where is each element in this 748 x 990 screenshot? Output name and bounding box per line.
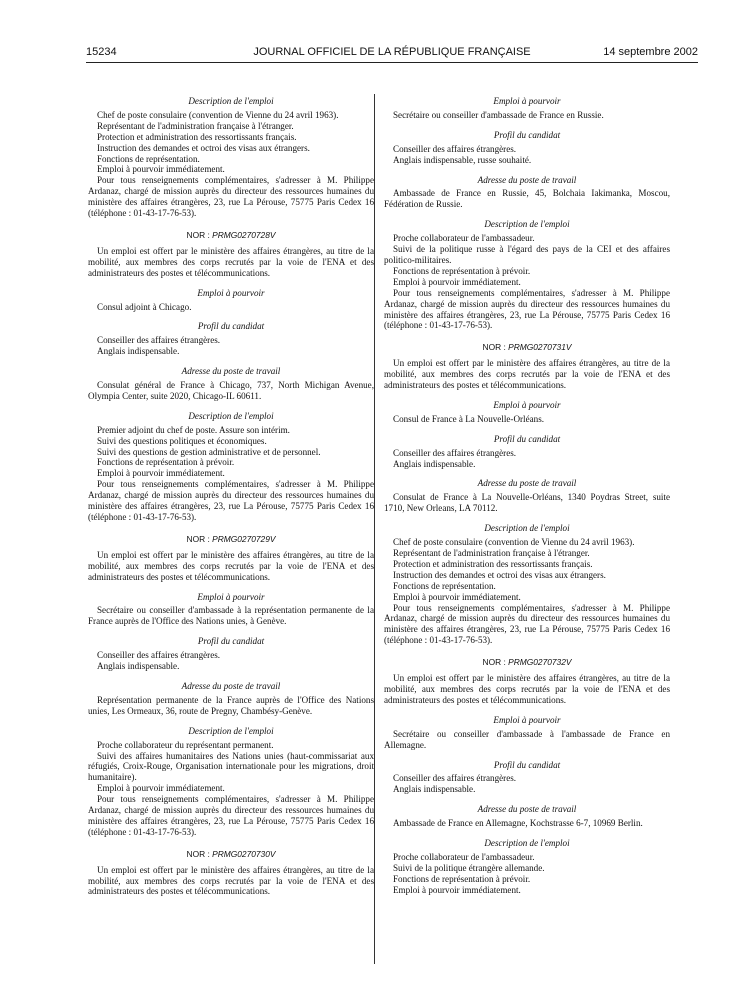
paragraph: Conseiller des affaires étrangères. bbox=[393, 143, 517, 154]
paragraph: Consul adjoint à Chicago. bbox=[97, 301, 192, 312]
paragraph: Fonctions de représentation. bbox=[393, 580, 496, 591]
paragraph: Consul de France à La Nouvelle-Orléans. bbox=[393, 413, 545, 424]
paragraph: Pour tous renseignements complémentaires, s'adresser à M. Philippe Ardanaz, chargé de mission auprès du directeur des ressources humaines du ministère des affaires étrangères, 23, rue La Pérouse, 75775 Paris Cedex 16 (téléphone : 01-43-17-76-53). bbox=[384, 602, 670, 646]
paragraph: Conseiller des affaires étrangères. bbox=[97, 335, 221, 346]
paragraph: Anglais indispensable. bbox=[97, 346, 180, 357]
section-heading: Description de l'emploi bbox=[188, 725, 274, 736]
paragraph: Emploi à pourvoir immédiatement. bbox=[97, 783, 225, 794]
paragraph: Emploi à pourvoir immédiatement. bbox=[97, 468, 225, 479]
paragraph: Représentant de l'administration française à l'étranger. bbox=[393, 548, 590, 558]
paragraph: Instruction des demandes et octroi des visas aux étrangers. bbox=[97, 142, 310, 153]
section-heading: Profil du candidat bbox=[493, 759, 561, 770]
paragraph: Secrétaire ou conseiller d'ambassade de France en Russie. bbox=[393, 109, 604, 120]
nor-label: NOR : bbox=[186, 229, 210, 240]
page-header bbox=[86, 46, 698, 63]
paragraph: Fonctions de représentation à prévoir. bbox=[393, 265, 531, 276]
paragraph: Fonctions de représentation. bbox=[97, 153, 200, 164]
paragraph: Emploi à pourvoir immédiatement. bbox=[393, 276, 521, 287]
section-heading: Adresse du poste de travail bbox=[477, 174, 577, 185]
paragraph: Premier adjoint du chef de poste. Assure son intérim. bbox=[97, 424, 290, 435]
paragraph: Instruction des demandes et octroi des visas aux étrangers. bbox=[393, 569, 606, 580]
section-heading: Description de l'emploi bbox=[484, 838, 570, 849]
section-heading: Profil du candidat bbox=[493, 433, 561, 444]
paragraph: Suivi des affaires humanitaires des Nations unies (haut-commissariat aux réfugiés, Croix-Rouge, Organisation internationale pour les migrations, droit humanitaire). bbox=[88, 750, 374, 783]
column-divider bbox=[374, 94, 375, 964]
paragraph: Conseiller des affaires étrangères. bbox=[393, 447, 517, 458]
section-heading: Profil du candidat bbox=[197, 321, 265, 332]
paragraph: Emploi à pourvoir immédiatement. bbox=[97, 164, 225, 175]
section-heading: Adresse du poste de travail bbox=[477, 478, 577, 489]
section-heading: Description de l'emploi bbox=[188, 410, 274, 421]
section-heading: Description de l'emploi bbox=[484, 523, 570, 534]
section-heading: Profil du candidat bbox=[197, 636, 265, 647]
section-heading: Profil du candidat bbox=[493, 129, 561, 140]
paragraph: Proche collaborateur du représentant permanent. bbox=[97, 739, 274, 750]
paragraph: Consulat général de France à Chicago, 737, North Michigan Avenue, Olympia Center, suite 2020, Chicago-IL 60611. bbox=[88, 380, 374, 401]
paragraph: Un emploi est offert par le ministère des affaires étrangères, au titre de la mobilité, aux membres des corps recrutés par la voie de l'ENA et des administrateurs des postes et télécommunications. bbox=[88, 549, 374, 582]
paragraph: Chef de poste consulaire (convention de Vienne du 24 avril 1963). bbox=[97, 109, 339, 120]
nor-code: PRMG0270730V bbox=[212, 848, 276, 859]
nor-code: PRMG0270732V bbox=[508, 657, 572, 668]
right-column bbox=[384, 96, 670, 896]
paragraph: Suivi de la politique étrangère allemande. bbox=[393, 862, 545, 873]
paragraph: Un emploi est offert par le ministère des affaires étrangères, au titre de la mobilité, aux membres des corps recrutés par la voie de l'ENA et des administrateurs des postes et télécommunications. bbox=[384, 673, 670, 705]
section-heading: Emploi à pourvoir bbox=[493, 714, 561, 725]
paragraph: Anglais indispensable, russe souhaité. bbox=[393, 154, 532, 165]
nor-code: PRMG0270728V bbox=[212, 229, 276, 240]
nor-code: PRMG0270731V bbox=[508, 342, 572, 353]
nor-label: NOR : bbox=[186, 848, 210, 859]
paragraph: Fonctions de représentation à prévoir. bbox=[97, 457, 235, 468]
paragraph: Suivi des questions politiques et économiques. bbox=[97, 435, 267, 446]
nor-label: NOR : bbox=[482, 657, 506, 668]
paragraph: Pour tous renseignements complémentaires, s'adresser à M. Philippe Ardanaz, chargé de mission auprès du directeur des ressources humaines du ministère des affaires étrangères, 23, rue La Pérouse, 75775 Paris Cedex 16 (téléphone : 01-43-17-76-53). bbox=[384, 287, 670, 331]
paragraph: Ambassade de France en Allemagne, Kochstrasse 6-7, 10969 Berlin. bbox=[393, 818, 643, 829]
paragraph: Protection et administration des ressortissants français. bbox=[97, 131, 297, 142]
paragraph: Un emploi est offert par le ministère des affaires étrangères, au titre de la mobilité, aux membres des corps recrutés par la voie de l'ENA et des administrateurs des postes et télécommunications. bbox=[384, 358, 670, 391]
paragraph: Pour tous renseignements complémentaires, s'adresser à M. Philippe Ardanaz, chargé de mission auprès du directeur des ressources humaines du ministère des affaires étrangères, 23, rue La Pérouse, 75775 Paris Cedex 16 (téléphone : 01-43-17-76-53). bbox=[88, 794, 374, 837]
paragraph: Proche collaborateur de l'ambassadeur. bbox=[393, 851, 535, 862]
section-heading: Emploi à pourvoir bbox=[197, 287, 265, 298]
nor-reference bbox=[384, 342, 670, 353]
journal-title: JOURNAL OFFICIEL DE LA RÉPUBLIQUE FRANÇAISE bbox=[253, 46, 531, 58]
paragraph: Pour tous renseignements complémentaires, s'adresser à M. Philippe Ardanaz, chargé de mission auprès du directeur des ressources humaines du ministère des affaires étrangères, 23, rue La Pérouse, 75775 Paris Cedex 16 (téléphone : 01-43-17-76-53). bbox=[88, 175, 374, 219]
nor-reference bbox=[88, 230, 374, 241]
paragraph: Suivi de la politique russe à l'égard des pays de la CEI et des affaires politico-militaires. bbox=[384, 244, 670, 265]
paragraph: Fonctions de représentation à prévoir. bbox=[393, 873, 531, 884]
paragraph: Chef de poste consulaire (convention de Vienne du 24 avril 1963). bbox=[393, 537, 635, 548]
section-heading: Emploi à pourvoir bbox=[493, 399, 561, 410]
paragraph: Anglais indispensable. bbox=[393, 458, 476, 469]
section-heading: Description de l'emploi bbox=[188, 96, 274, 106]
paragraph: Conseiller des affaires étrangères. bbox=[393, 773, 517, 784]
section-heading: Emploi à pourvoir bbox=[197, 591, 265, 602]
publication-date: 14 septembre 2002 bbox=[603, 46, 698, 58]
section-heading: Description de l'emploi bbox=[484, 219, 570, 230]
paragraph: Représentant de l'administration française à l'étranger. bbox=[97, 120, 294, 131]
nor-reference bbox=[88, 534, 374, 545]
paragraph: Secrétaire ou conseiller d'ambassade à l'ambassade de France en Allemagne. bbox=[384, 728, 670, 750]
paragraph: Conseiller des affaires étrangères. bbox=[97, 650, 221, 661]
paragraph: Anglais indispensable. bbox=[97, 661, 180, 672]
nor-reference bbox=[88, 849, 374, 860]
paragraph: Représentation permanente de la France auprès de l'Office des Nations unies, Les Ormeaux, 36, route de Pregny, Chambésy-Genève. bbox=[88, 694, 374, 716]
paragraph: Un emploi est offert par le ministère des affaires étrangères, au titre de la mobilité, aux membres des corps recrutés par la voie de l'ENA et des administrateurs des postes et télécommunications. bbox=[88, 245, 374, 278]
paragraph: Suivi des questions de gestion administrative et de personnel. bbox=[97, 446, 321, 457]
section-heading: Adresse du poste de travail bbox=[477, 804, 577, 815]
nor-reference bbox=[384, 657, 670, 668]
paragraph: Protection et administration des ressortissants français. bbox=[393, 558, 593, 569]
paragraph: Pour tous renseignements complémentaires, s'adresser à M. Philippe Ardanaz, chargé de mission auprès du directeur des ressources humaines du ministère des affaires étrangères, 23, rue La Pérouse, 75775 Paris Cedex 16 (téléphone : 01-43-17-76-53). bbox=[88, 479, 374, 522]
paragraph: Consulat de France à La Nouvelle-Orléans, 1340 Poydras Street, suite 1710, New Orleans, LA 70112. bbox=[384, 492, 670, 514]
paragraph: Secrétaire ou conseiller d'ambassade à la représentation permanente de la France auprès de l'Office des Nations unies, à Genève. bbox=[88, 605, 374, 627]
paragraph: Anglais indispensable. bbox=[393, 784, 476, 795]
paragraph: Emploi à pourvoir immédiatement. bbox=[393, 884, 521, 895]
section-heading: Emploi à pourvoir bbox=[493, 96, 561, 106]
paragraph: Proche collaborateur de l'ambassadeur. bbox=[393, 233, 535, 244]
section-heading: Adresse du poste de travail bbox=[181, 366, 281, 377]
paragraph: Un emploi est offert par le ministère des affaires étrangères, au titre de la mobilité, aux membres des corps recrutés par la voie de l'ENA et des administrateurs des postes et télécommunications. bbox=[88, 864, 374, 897]
nor-label: NOR : bbox=[482, 342, 506, 353]
section-heading: Adresse du poste de travail bbox=[181, 680, 281, 691]
paragraph: Ambassade de France en Russie, 45, Bolchaia Iakimanka, Moscou, Fédération de Russie. bbox=[384, 188, 670, 210]
left-column bbox=[88, 96, 374, 897]
page-number: 15234 bbox=[86, 46, 117, 58]
nor-code: PRMG0270729V bbox=[212, 533, 276, 544]
paragraph: Emploi à pourvoir immédiatement. bbox=[393, 591, 521, 602]
nor-label: NOR : bbox=[186, 533, 210, 544]
